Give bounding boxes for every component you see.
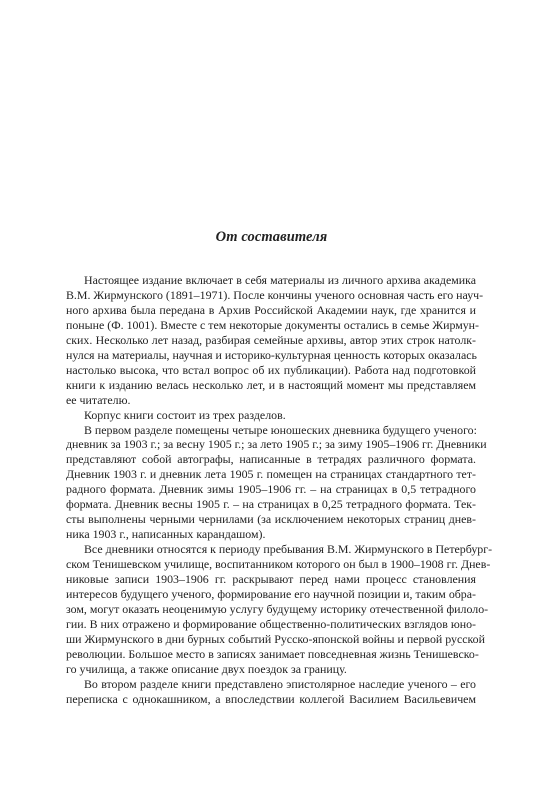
- text-line: В первом разделе помещены четыре юношеских дневника будущего ученого:: [84, 422, 477, 437]
- text-line: книги к изданию велась несколько лет, и в настоящий момент мы представляем: [66, 377, 476, 392]
- paragraph: [66, 677, 476, 707]
- text-line: Настоящее издание включает в себя материалы из личного архива академика: [84, 273, 476, 287]
- text-line: ее читателю.: [66, 392, 131, 407]
- text-line: Все дневники относятся к периоду пребывания В.М. Жирмунского в Петербург-: [84, 542, 493, 557]
- text-line: ских. Несколько лет назад, разбирая семейные архивы, автор этих строк натолк-: [66, 332, 476, 347]
- text-line: интересов будущего ученого, формирование его научной позиции и, таким обра-: [66, 587, 476, 602]
- text-line: поныне (Ф. 1001). Вместе с тем некоторые документы остались в семье Жирмун-: [66, 317, 479, 332]
- text-line: ника 1903 г., написанных карандашом).: [66, 527, 266, 542]
- text-line: го училища, а также описание двух поездок за границу.: [66, 661, 347, 676]
- text-line: В.М. Жирмунского (1891–1971). После кончины ученого основная часть его науч-: [66, 287, 484, 302]
- text-line: Во втором разделе книги представлено эпистолярное наследие ученого – его: [84, 676, 476, 691]
- text-line: Корпус книги состоит из трех разделов.: [84, 407, 286, 422]
- text-line: ши Жирмунского в дни бурных событий Русско-японской войны и первой русской: [66, 631, 485, 646]
- text-line: переписка с однокашником, а впоследствии коллегой Василием Васильевичем: [66, 691, 476, 706]
- text-line: дневник за 1903 г.; за весну 1905 г.; за лето 1905 г.; за зиму 1905–1906 гг. Дневники: [66, 437, 487, 452]
- text-line: зом, могут оказать неоценимую услугу будущему историку отечественной филоло-: [66, 601, 489, 616]
- text-line: настолько высока, что встал вопрос об их публикации). Работа над подготовкой: [66, 362, 476, 377]
- text-line: радного формата. Дневник зимы 1905–1906 гг. – на страницах в 0,5 тетрадного: [66, 482, 476, 497]
- text-line: формата. Дневник весны 1905 г. – на страницах в 0,25 тетрадного формата. Тек-: [66, 497, 476, 512]
- text-line: гии. В них отражено и формирование общественно-политических взглядов юно-: [66, 616, 476, 631]
- paragraph: [66, 408, 476, 423]
- paragraph: [66, 542, 493, 677]
- body-text: [66, 273, 493, 707]
- text-line: никовые записи 1903–1906 гг. раскрывают перед нами процесс становления: [66, 572, 476, 587]
- text-line: сты выполнены черными чернилами (за исключением некоторых страниц днев-: [66, 512, 476, 527]
- text-line: ском Тенишевском училище, воспитанником которого он был в 1900–1908 гг. Днев-: [66, 557, 491, 572]
- section-heading: От составителя: [215, 229, 328, 245]
- text-line: ного архива была передана в Архив Российской Академии наук, где хранится и: [66, 302, 476, 317]
- paragraph: [66, 273, 484, 408]
- text-line: революции. Большое место в записях занимает повседневная жизнь Тенишевско-: [66, 646, 479, 661]
- text-line: Дневник 1903 г. и дневник лета 1905 г. помещен на страницах стандартного тет-: [66, 467, 476, 482]
- paragraph: [66, 422, 487, 543]
- text-line: представляют собой автографы, написанные в тетрадях различного формата.: [66, 452, 476, 467]
- text-line: нулся на материалы, научная и историко-культурная ценность которых оказалась: [66, 347, 477, 362]
